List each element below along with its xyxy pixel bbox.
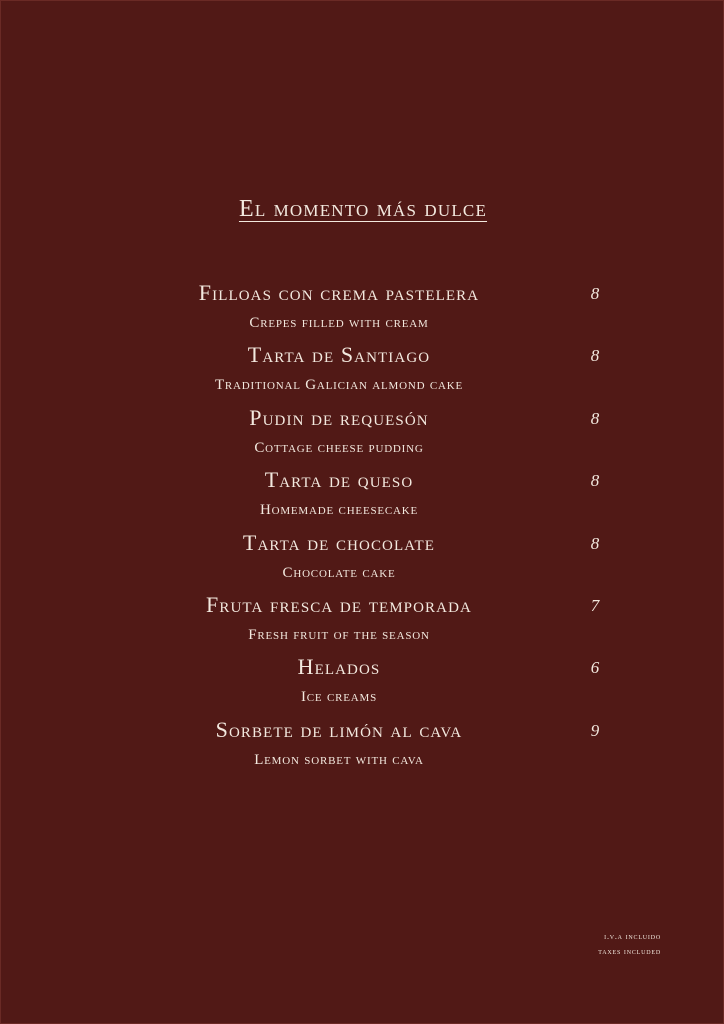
menu-item xyxy=(1,653,724,715)
menu-item-description: Cottage cheese pudding xyxy=(254,439,424,456)
menu-item xyxy=(1,529,724,591)
menu-item-name: Helados xyxy=(297,654,381,680)
menu-item xyxy=(1,279,724,341)
tax-note-es: i.v.a incluido xyxy=(604,932,661,941)
tax-note xyxy=(521,929,661,959)
menu-item-description: Lemon sorbet with cava xyxy=(254,751,424,768)
menu-item-description: Ice creams xyxy=(300,689,378,706)
menu-item-price: 6 xyxy=(590,658,600,678)
menu-item-price: 7 xyxy=(590,595,600,615)
menu-item-description: Chocolate cake xyxy=(282,564,396,581)
menu-item xyxy=(1,591,724,653)
menu-item-name: Fruta fresca de temporada xyxy=(206,591,472,617)
menu-item-price: 9 xyxy=(590,720,600,740)
menu-item-name: Filloas con crema pastelera xyxy=(198,280,480,305)
menu-item-name: Pudin de requesón xyxy=(249,404,429,430)
menu-item xyxy=(1,466,724,528)
menu-item xyxy=(1,341,724,403)
menu-item-name: Tarta de Santiago xyxy=(247,342,431,368)
menu-title: El momento más dulce xyxy=(238,196,488,222)
menu-item-price: 8 xyxy=(590,533,600,553)
menu-item-price: 8 xyxy=(590,346,600,366)
menu-item xyxy=(1,404,724,466)
menu-list xyxy=(1,279,724,778)
menu-item-price: 8 xyxy=(590,408,600,428)
menu-item-description: Homemade cheesecake xyxy=(259,502,419,519)
menu-item-description: Traditional Galician almond cake xyxy=(214,377,464,394)
menu-item-name: Sorbete de limón al cava xyxy=(215,716,463,742)
tax-note-en: taxes included xyxy=(598,947,661,956)
menu-item-price: 8 xyxy=(590,284,600,303)
menu-item-name: Tarta de chocolate xyxy=(242,529,436,555)
menu-item-price: 8 xyxy=(590,471,600,491)
menu-item-name: Tarta de queso xyxy=(264,467,414,493)
menu-item xyxy=(1,716,724,778)
menu-item-description: Crepes filled with cream xyxy=(249,315,429,331)
menu-item-description: Fresh fruit of the season xyxy=(248,626,430,643)
